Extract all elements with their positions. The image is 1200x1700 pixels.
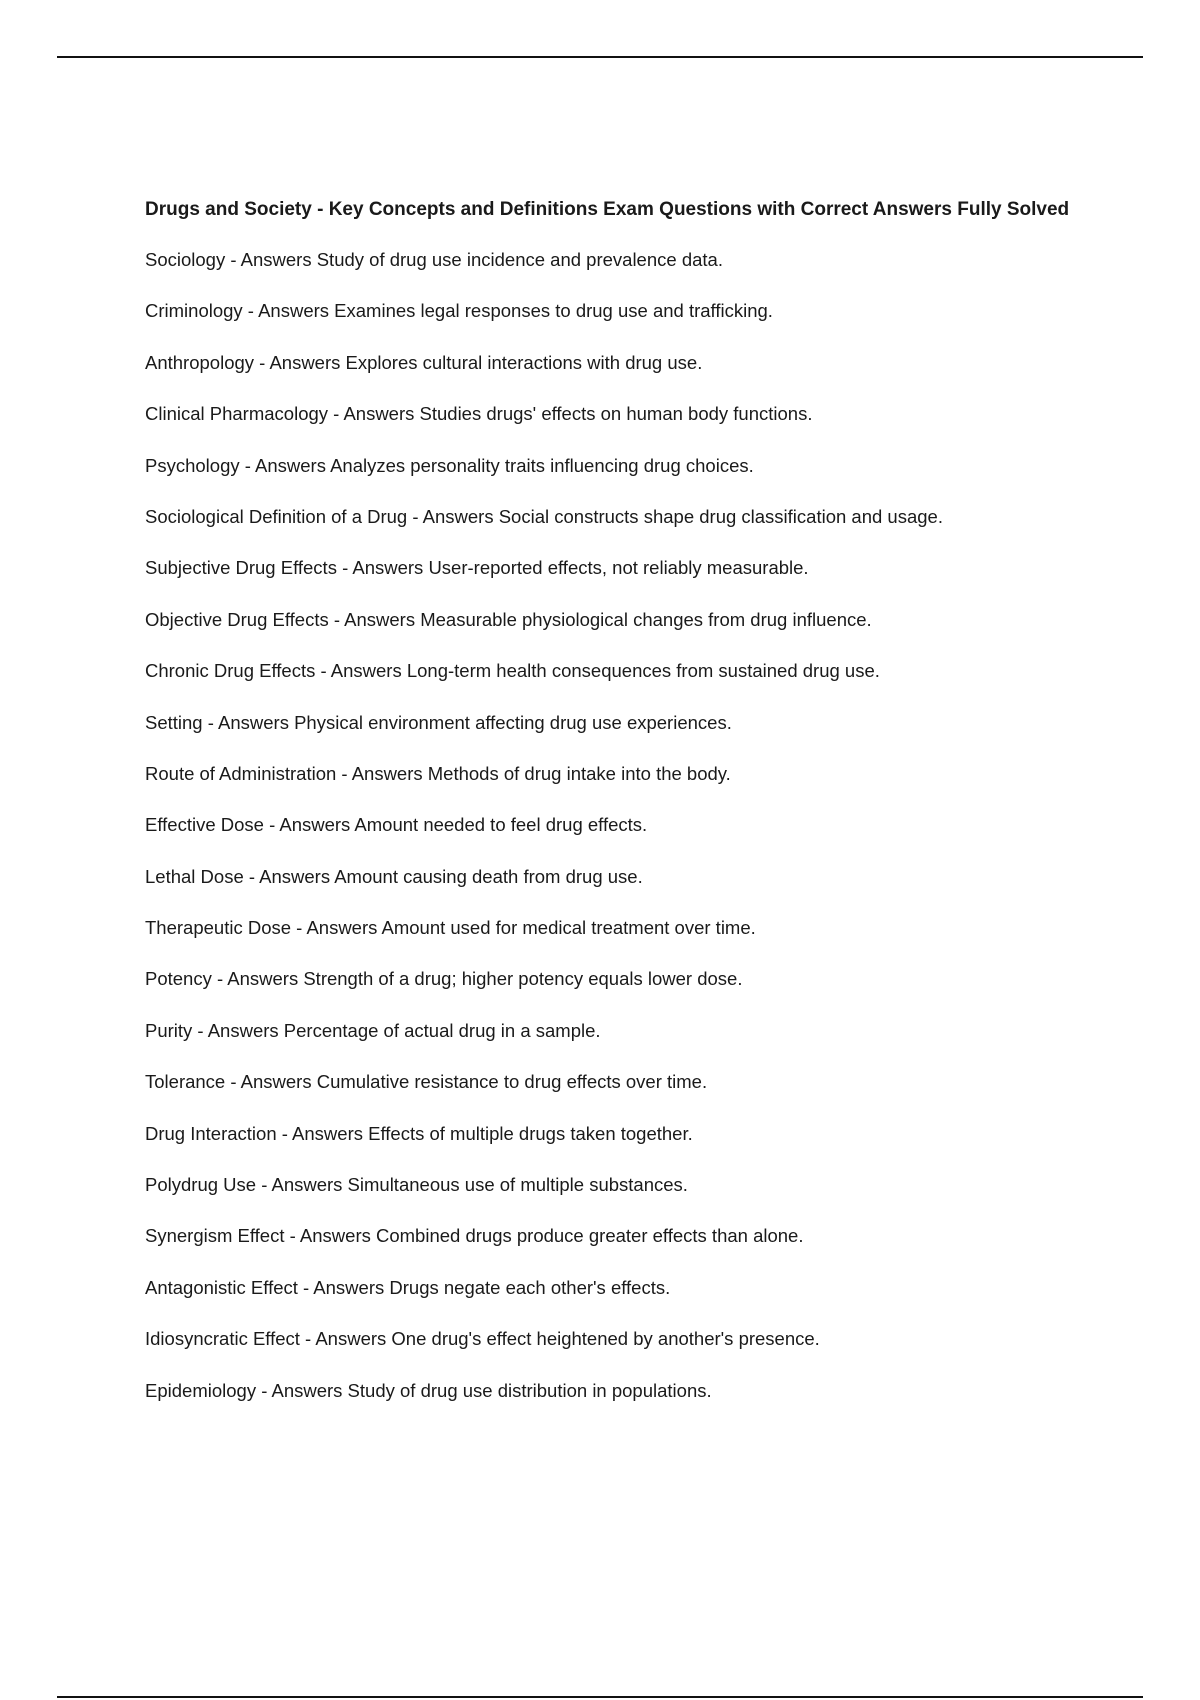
document-title: Drugs and Society - Key Concepts and Definitions Exam Questions with Correct Answers Fully Solved — [145, 199, 1070, 220]
definition-entry-polydrug-use: Polydrug Use - Answers Simultaneous use of multiple substances. — [145, 1174, 688, 1196]
definition-entry-anthropology: Anthropology - Answers Explores cultural interactions with drug use. — [145, 351, 703, 373]
definition-entry-clinical-pharmacology: Clinical Pharmacology - Answers Studies drugs' effects on human body functions. — [145, 403, 813, 425]
definition-entry-subjective-effects: Subjective Drug Effects - Answers User-reported effects, not reliably measurable. — [145, 557, 809, 579]
definition-entry-drug-interaction: Drug Interaction - Answers Effects of multiple drugs taken together. — [145, 1122, 693, 1144]
definition-list — [145, 248, 1145, 1430]
footer-rule — [57, 1696, 1143, 1698]
header-rule — [57, 56, 1143, 58]
definition-entry-criminology: Criminology - Answers Examines legal responses to drug use and trafficking. — [145, 300, 773, 322]
definition-entry-antagonistic-effect: Antagonistic Effect - Answers Drugs negate each other's effects. — [145, 1276, 671, 1298]
definition-entry-therapeutic-dose: Therapeutic Dose - Answers Amount used for medical treatment over time. — [145, 917, 756, 939]
definition-entry-idiosyncratic-effect: Idiosyncratic Effect - Answers One drug's effect heightened by another's presence. — [145, 1328, 820, 1350]
definition-entry-sociological-definition: Sociological Definition of a Drug - Answers Social constructs shape drug classification and usage. — [145, 505, 943, 527]
definition-entry-objective-effects: Objective Drug Effects - Answers Measurable physiological changes from drug influence. — [145, 608, 872, 630]
definition-entry-chronic-effects: Chronic Drug Effects - Answers Long-term health consequences from sustained drug use. — [145, 660, 880, 682]
definition-entry-setting: Setting - Answers Physical environment affecting drug use experiences. — [145, 711, 732, 733]
definition-entry-route-of-administration: Route of Administration - Answers Methods of drug intake into the body. — [145, 762, 731, 784]
definition-entry-lethal-dose: Lethal Dose - Answers Amount causing death from drug use. — [145, 865, 643, 887]
definition-entry-purity: Purity - Answers Percentage of actual drug in a sample. — [145, 1019, 601, 1041]
definition-entry-sociology: Sociology - Answers Study of drug use incidence and prevalence data. — [145, 249, 723, 270]
definition-entry-potency: Potency - Answers Strength of a drug; higher potency equals lower dose. — [145, 968, 743, 990]
definition-entry-tolerance: Tolerance - Answers Cumulative resistance to drug effects over time. — [145, 1071, 708, 1093]
document-body — [145, 198, 1145, 1430]
definition-entry-synergism-effect: Synergism Effect - Answers Combined drugs produce greater effects than alone. — [145, 1225, 804, 1247]
definition-entry-epidemiology: Epidemiology - Answers Study of drug use distribution in populations. — [145, 1379, 712, 1401]
definition-entry-psychology: Psychology - Answers Analyzes personality traits influencing drug choices. — [145, 454, 754, 476]
definition-entry-effective-dose: Effective Dose - Answers Amount needed to feel drug effects. — [145, 814, 648, 836]
